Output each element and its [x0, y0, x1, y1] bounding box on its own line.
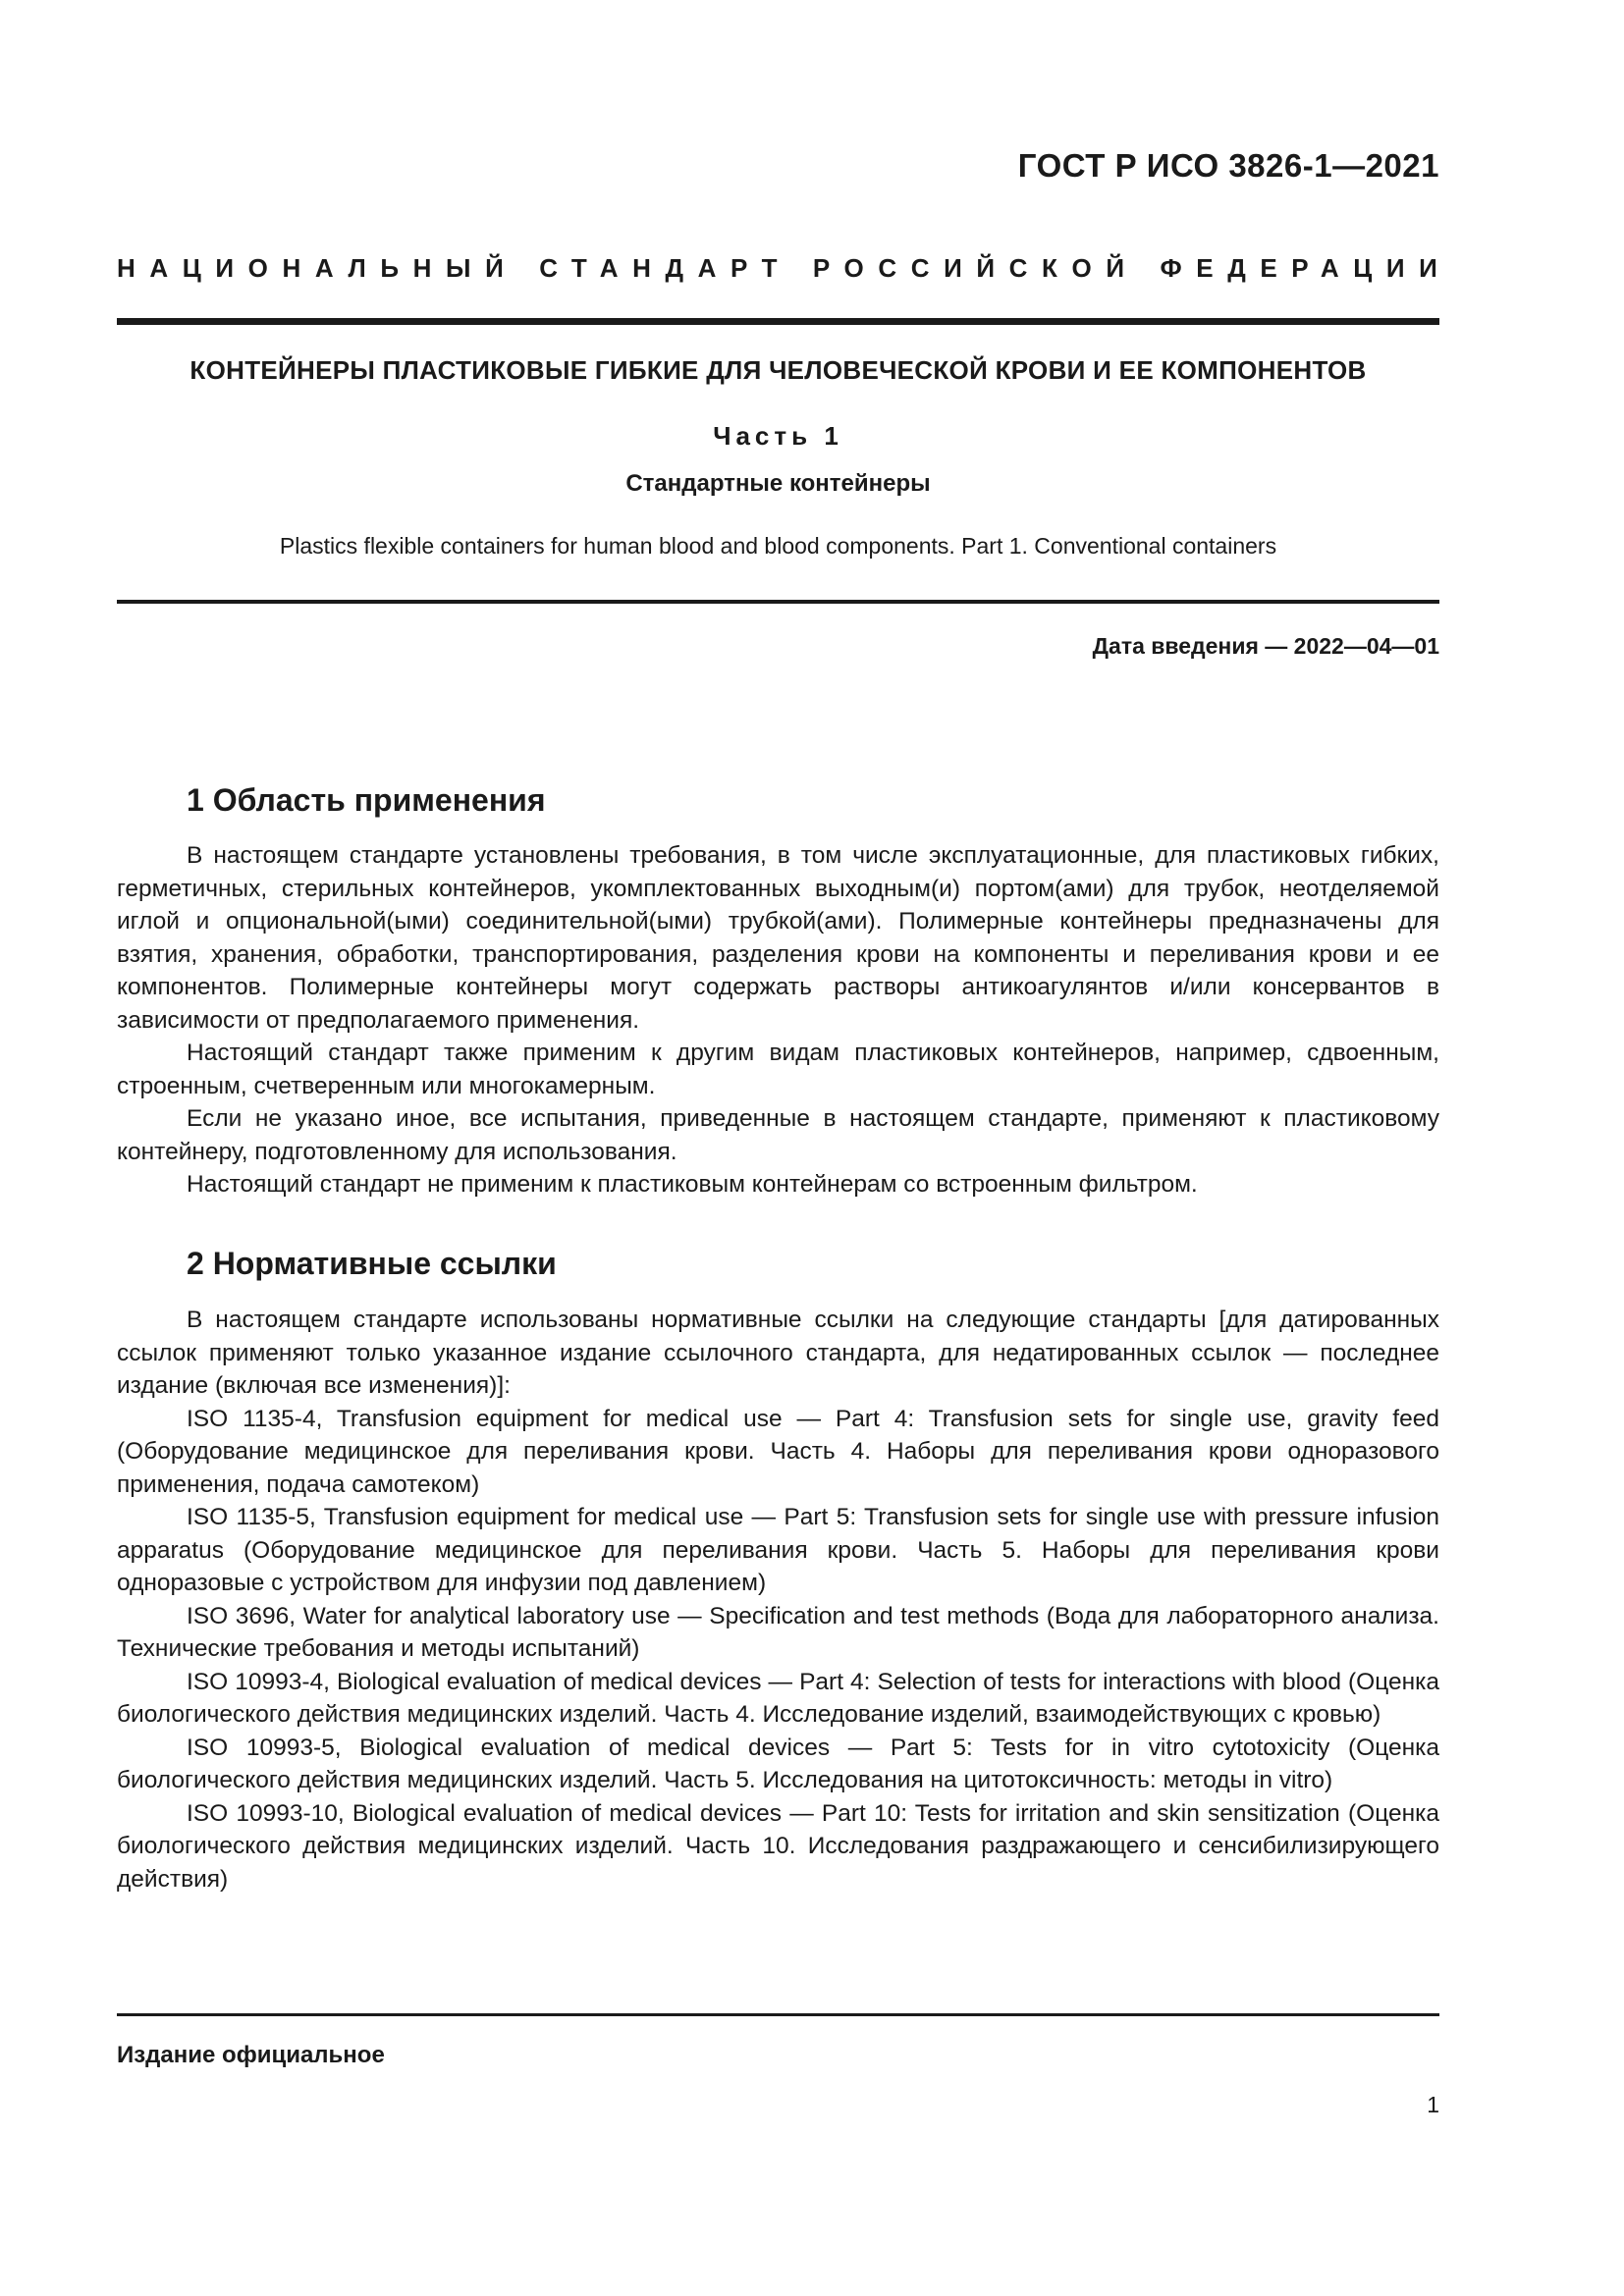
document-page [117, 0, 1452, 2296]
reference-item: ISO 1135-5, Transfusion equipment for medical use — Part 5: Transfusion sets for single use with pressure infusion apparatus (Оборудование медицинское для переливания крови. Часть 5. Наборы для переливания крови одноразовые с устройством для инфузии под давлением) [117, 1504, 1439, 1596]
section-body-normative-references [117, 1304, 1439, 1896]
introduction-date: Дата введения — 2022—04—01 [1092, 633, 1439, 659]
standard-number: ГОСТ Р ИСО 3826-1—2021 [1017, 147, 1439, 184]
reference-item: ISO 10993-10, Biological evaluation of medical devices — Part 10: Tests for irritation and skin sensitization (Оценка биологического действия медицинских изделий. Часть 10. Исследования раздражающего и сенсибилизирующего действия) [117, 1799, 1439, 1893]
section-heading-normative-references: 2 Нормативные ссылки [187, 1246, 557, 1281]
footer-rule [117, 2013, 1439, 2016]
title-rule [117, 600, 1439, 604]
national-standard-banner: НАЦИОНАЛЬНЫЙ СТАНДАРТ РОССИЙСКОЙ ФЕДЕРАЦИИ [117, 253, 1452, 283]
section-heading-scope: 1 Область применения [187, 782, 546, 818]
paragraph: Настоящий стандарт также применим к другим видам пластиковых контейнеров, например, сдвоенным, строенным, счетверенным или многокамерным. [117, 1040, 1439, 1099]
paragraph: В настоящем стандарте установлены требования, в том числе эксплуатационные, для пластиковых гибких, герметичных, стерильных контейнеров, укомплектованных выходным(и) портом(ами) для трубок, неотделяемой иглой и опциональной(ыми) соединительной(ыми) трубкой(ами). Полимерные контейнеры предназначены для взятия, хранения, обработки, транспортирования, разделения крови на компоненты и переливания крови и ее компонентов. Полимерные контейнеры могут содержать растворы антикоагулянтов и/или консервантов в зависимости от предполагаемого применения. [117, 842, 1439, 1034]
reference-item: ISO 3696, Water for analytical laboratory use — Specification and test methods (Вода для лабораторного анализа. Технические требования и методы испытаний) [117, 1602, 1439, 1662]
reference-item: ISO 1135-4, Transfusion equipment for medical use — Part 4: Transfusion sets for single use, gravity feed (Оборудование медицинское для переливания крови. Часть 4. Наборы для переливания крови одноразового применения, подача самотеком) [117, 1405, 1439, 1498]
official-edition-label: Издание официальное [117, 2042, 385, 2068]
reference-item: ISO 10993-4, Biological evaluation of medical devices — Part 4: Selection of tests for interactions with blood (Оценка биологического действия медицинских изделий. Часть 4. Исследование изделий, взаимодействующих с кровью) [117, 1668, 1439, 1728]
header-rule [117, 318, 1439, 325]
english-title: Plastics flexible containers for human blood and blood components. Part 1. Conventional containers [279, 533, 1277, 559]
part-label: Часть 1 [713, 421, 843, 451]
page-number: 1 [1427, 2092, 1439, 2117]
reference-item: ISO 10993-5, Biological evaluation of medical devices — Part 5: Tests for in vitro cytotoxicity (Оценка биологического действия медицинских изделий. Часть 5. Исследования на цитотоксичность: методы in vitro) [117, 1734, 1439, 1793]
section-body-scope [117, 839, 1439, 1201]
document-subtitle: Стандартные контейнеры [625, 470, 931, 497]
paragraph: Если не указано иное, все испытания, приведенные в настоящем стандарте, применяют к пластиковому контейнеру, подготовленному для использования. [117, 1105, 1439, 1165]
paragraph: Настоящий стандарт не применим к пластиковым контейнерам со встроенным фильтром. [187, 1171, 1198, 1198]
paragraph: В настоящем стандарте использованы нормативные ссылки на следующие стандарты [для датированных ссылок применяют только указанное издание ссылочного стандарта, для недатированных ссылок — последнее издание (включая все изменения)]: [117, 1307, 1439, 1399]
document-title: КОНТЕЙНЕРЫ ПЛАСТИКОВЫЕ ГИБКИЕ ДЛЯ ЧЕЛОВЕЧЕСКОЙ КРОВИ И ЕЕ КОМПОНЕНТОВ [189, 355, 1367, 385]
